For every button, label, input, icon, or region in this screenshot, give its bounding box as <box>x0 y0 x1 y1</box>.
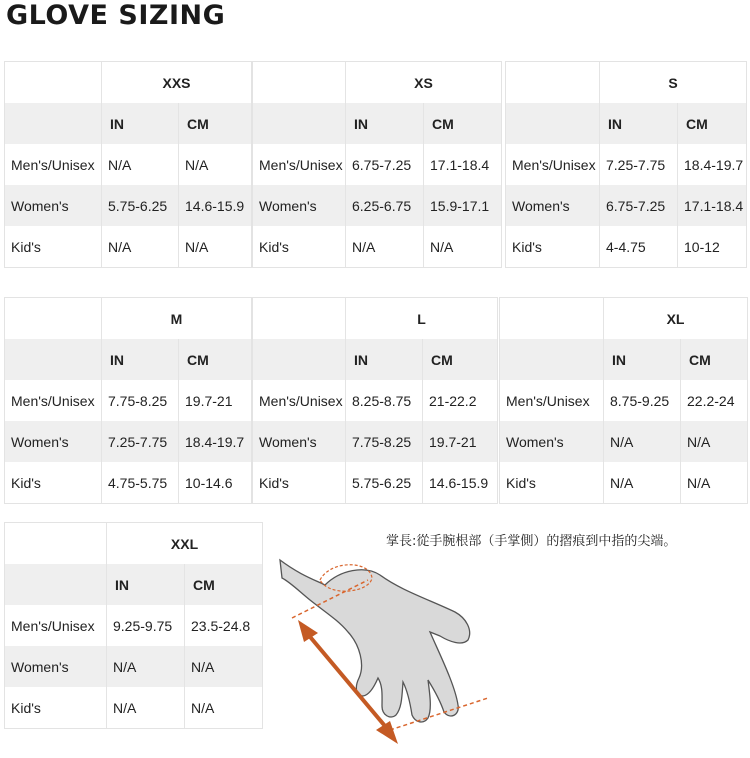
inches-value: 7.25-7.75 <box>600 144 678 185</box>
size-table-l <box>253 298 497 503</box>
size-header-row <box>506 62 746 103</box>
table-row <box>5 226 251 267</box>
table-row <box>5 185 251 226</box>
table-row <box>5 144 251 185</box>
size-table-s <box>506 62 746 267</box>
table-row <box>5 380 251 421</box>
cm-value: N/A <box>185 687 262 728</box>
inches-value: 5.75-6.25 <box>102 185 179 226</box>
inches-value: N/A <box>107 687 185 728</box>
size-name: M <box>102 298 251 339</box>
inches-value: 7.75-8.25 <box>346 421 423 462</box>
size-name: S <box>600 62 746 103</box>
cm-value: 14.6-15.9 <box>423 462 497 503</box>
size-name: XXL <box>107 523 262 564</box>
cm-value: 15.9-17.1 <box>424 185 501 226</box>
inches-value: 5.75-6.25 <box>346 462 423 503</box>
unit-in-header: IN <box>346 339 423 380</box>
row-label: Kid's <box>5 687 107 728</box>
cm-value: 14.6-15.9 <box>179 185 251 226</box>
measure-arrow-head-bottom <box>376 721 398 744</box>
size-table-xs <box>253 62 501 267</box>
unit-header-row <box>506 103 746 144</box>
unit-in-header: IN <box>604 339 681 380</box>
row-label: Women's <box>500 421 604 462</box>
row-label: Women's <box>5 185 102 226</box>
corner-cell <box>500 339 604 380</box>
row-label: Men's/Unisex <box>253 144 346 185</box>
table-row <box>5 462 251 503</box>
table-row <box>500 462 747 503</box>
row-label: Kid's <box>500 462 604 503</box>
size-header-row <box>500 298 747 339</box>
table-row <box>253 185 501 226</box>
table-row <box>5 421 251 462</box>
inches-value: N/A <box>604 462 681 503</box>
inches-value: 4.75-5.75 <box>102 462 179 503</box>
unit-cm-header: CM <box>678 103 746 144</box>
size-name: XS <box>346 62 501 103</box>
unit-cm-header: CM <box>424 103 501 144</box>
unit-header-row <box>253 339 497 380</box>
table-row <box>253 226 501 267</box>
unit-header-row <box>5 339 251 380</box>
row-label: Men's/Unisex <box>506 144 600 185</box>
cm-value: N/A <box>185 646 262 687</box>
inches-value: 8.25-8.75 <box>346 380 423 421</box>
table-row <box>253 421 497 462</box>
row-label: Kid's <box>5 462 102 503</box>
size-name: L <box>346 298 497 339</box>
cm-value: 18.4-19.7 <box>179 421 251 462</box>
size-table-xl <box>500 298 747 503</box>
inches-value: N/A <box>102 144 179 185</box>
cm-value: N/A <box>179 144 251 185</box>
row-label: Men's/Unisex <box>5 380 102 421</box>
row-label: Men's/Unisex <box>5 144 102 185</box>
inches-value: N/A <box>604 421 681 462</box>
row-label: Women's <box>253 421 346 462</box>
cm-value: 19.7-21 <box>423 421 497 462</box>
fingertip-dashed-line <box>390 698 488 730</box>
corner-cell <box>5 103 102 144</box>
inches-value: N/A <box>346 226 424 267</box>
cm-value: 19.7-21 <box>179 380 251 421</box>
cm-value: 10-12 <box>678 226 746 267</box>
table-row <box>253 380 497 421</box>
size-header-row <box>5 298 251 339</box>
table-row <box>500 421 747 462</box>
table-row <box>506 185 746 226</box>
unit-header-row <box>253 103 501 144</box>
unit-cm-header: CM <box>179 103 251 144</box>
corner-cell <box>253 339 346 380</box>
row-label: Kid's <box>506 226 600 267</box>
size-table-xxs <box>5 62 251 267</box>
unit-header-row <box>5 564 262 605</box>
row-label: Kid's <box>253 462 346 503</box>
corner-cell <box>253 62 346 103</box>
corner-cell <box>5 523 107 564</box>
inches-value: N/A <box>102 226 179 267</box>
table-row <box>506 144 746 185</box>
corner-cell <box>5 298 102 339</box>
corner-cell <box>500 298 604 339</box>
corner-cell <box>253 298 346 339</box>
size-header-row <box>253 298 497 339</box>
page-title: GLOVE SIZING <box>6 0 226 31</box>
size-header-row <box>5 523 262 564</box>
inches-value: 8.75-9.25 <box>604 380 681 421</box>
cm-value: N/A <box>681 462 747 503</box>
corner-cell <box>253 103 346 144</box>
table-row <box>5 605 262 646</box>
cm-value: 21-22.2 <box>423 380 497 421</box>
inches-value: 6.75-7.25 <box>346 144 424 185</box>
hand-outline <box>280 560 470 722</box>
row-label: Men's/Unisex <box>253 380 346 421</box>
corner-cell <box>5 339 102 380</box>
cm-value: 10-14.6 <box>179 462 251 503</box>
row-label: Women's <box>5 421 102 462</box>
measure-arrow-head-top <box>298 620 318 642</box>
row-label: Men's/Unisex <box>5 605 107 646</box>
inches-value: 6.25-6.75 <box>346 185 424 226</box>
table-row <box>253 144 501 185</box>
table-row <box>500 380 747 421</box>
corner-cell <box>5 62 102 103</box>
row-label: Kid's <box>5 226 102 267</box>
row-label: Men's/Unisex <box>500 380 604 421</box>
size-name: XL <box>604 298 747 339</box>
unit-in-header: IN <box>600 103 678 144</box>
cm-value: 17.1-18.4 <box>678 185 746 226</box>
inches-value: N/A <box>107 646 185 687</box>
cm-value: N/A <box>424 226 501 267</box>
unit-cm-header: CM <box>423 339 497 380</box>
size-name: XXS <box>102 62 251 103</box>
corner-cell <box>506 62 600 103</box>
unit-cm-header: CM <box>681 339 747 380</box>
inches-value: 7.75-8.25 <box>102 380 179 421</box>
cm-value: 18.4-19.7 <box>678 144 746 185</box>
unit-in-header: IN <box>102 103 179 144</box>
unit-cm-header: CM <box>179 339 251 380</box>
hand-measurement-diagram <box>270 520 500 755</box>
row-label: Women's <box>506 185 600 226</box>
corner-cell <box>506 103 600 144</box>
size-table-m <box>5 298 251 503</box>
corner-cell <box>5 564 107 605</box>
measurement-note: 掌長:從手腕根部（手掌側）的摺痕到中指的尖端。 <box>386 534 677 549</box>
unit-in-header: IN <box>107 564 185 605</box>
row-label: Women's <box>253 185 346 226</box>
inches-value: 6.75-7.25 <box>600 185 678 226</box>
unit-header-row <box>500 339 747 380</box>
cm-value: 23.5-24.8 <box>185 605 262 646</box>
unit-header-row <box>5 103 251 144</box>
table-row <box>5 646 262 687</box>
size-header-row <box>5 62 251 103</box>
cm-value: N/A <box>681 421 747 462</box>
unit-cm-header: CM <box>185 564 262 605</box>
size-table-xxl <box>5 523 262 728</box>
unit-in-header: IN <box>346 103 424 144</box>
inches-value: 4-4.75 <box>600 226 678 267</box>
inches-value: 9.25-9.75 <box>107 605 185 646</box>
row-label: Women's <box>5 646 107 687</box>
cm-value: N/A <box>179 226 251 267</box>
unit-in-header: IN <box>102 339 179 380</box>
cm-value: 17.1-18.4 <box>424 144 501 185</box>
cm-value: 22.2-24 <box>681 380 747 421</box>
table-row <box>506 226 746 267</box>
table-row <box>5 687 262 728</box>
size-header-row <box>253 62 501 103</box>
inches-value: 7.25-7.75 <box>102 421 179 462</box>
row-label: Kid's <box>253 226 346 267</box>
table-row <box>253 462 497 503</box>
